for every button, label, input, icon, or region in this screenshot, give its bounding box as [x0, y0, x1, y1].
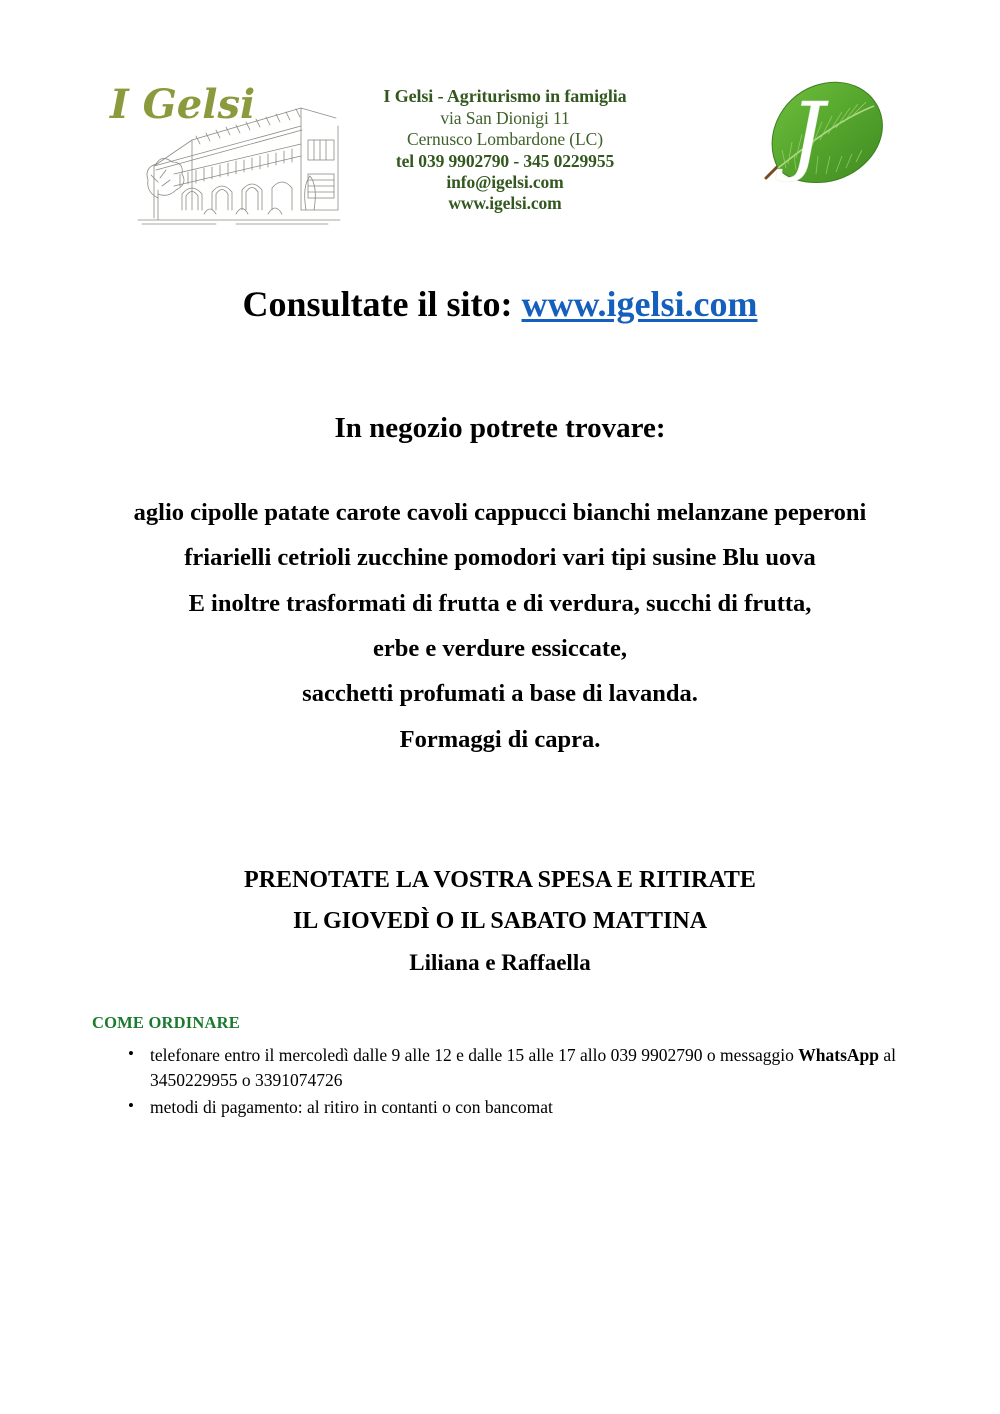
product-line: erbe e verdure essiccate,: [373, 634, 627, 662]
farmhouse-sketch-logo: [96, 70, 346, 230]
product-line: E inoltre trasformati di frutta e di verdura, succhi di frutta,: [188, 589, 812, 617]
ordering-section: [92, 1013, 952, 1122]
product-line: Formaggi di capra.: [399, 725, 601, 753]
booking-block: [0, 860, 1000, 982]
address-city: Cernusco Lombardone (LC): [407, 129, 603, 150]
product-line: aglio cipolle patate carote cavoli cappucci bianchi melanzane peperoni: [133, 499, 867, 526]
ordering-item-text: telefonare entro il mercoledì dalle 9 alle 12 e dalle 15 alle 17 allo 039 9902790 o messaggio: [150, 1045, 799, 1065]
ordering-item-bold: WhatsApp: [798, 1045, 880, 1065]
page-header: [0, 60, 1000, 235]
ordering-heading: COME ORDINARE: [92, 1013, 240, 1032]
booking-line-2: IL GIOVEDÌ O IL SABATO MATTINA: [292, 908, 708, 935]
leaf-monogram-letter: J: [790, 85, 825, 185]
product-list: [0, 490, 1000, 762]
booking-line-1: PRENOTATE LA VOSTRA SPESA E RITIRATE: [244, 867, 756, 893]
product-line: sacchetti profumati a base di lavanda.: [302, 680, 698, 708]
booking-signature: Liliana e Raffaella: [409, 949, 591, 975]
address-street: via San Dionigi 11: [440, 107, 570, 128]
contact-block: [355, 86, 655, 215]
website-link[interactable]: www.igelsi.com: [521, 284, 758, 324]
leaf-logo-icon: [752, 72, 897, 202]
email-address[interactable]: info@igelsi.com: [446, 171, 564, 192]
ordering-item-text-tail: al 3450229955 o 3391074726: [150, 1045, 897, 1090]
consult-site-label: Consultate il sito:: [242, 284, 513, 324]
product-line: friarielli cetrioli zucchine pomodori vari tipi susine Blu uova: [184, 544, 816, 572]
logo-script-text: I Gelsi: [110, 81, 256, 128]
business-title: I Gelsi - Agriturismo in famiglia: [383, 86, 627, 106]
website-address[interactable]: www.igelsi.com: [448, 193, 562, 214]
ordering-item-text: metodi di pagamento: al ritiro in contanti o con bancomat: [150, 1096, 553, 1117]
ordering-list: [92, 1043, 952, 1120]
consult-site-line: [0, 283, 1000, 325]
phone-numbers: tel 039 9902790 - 345 0229955: [395, 150, 615, 171]
shop-heading: In negozio potrete trovare:: [334, 412, 666, 444]
list-item: [92, 1095, 952, 1120]
list-item: [92, 1043, 952, 1093]
